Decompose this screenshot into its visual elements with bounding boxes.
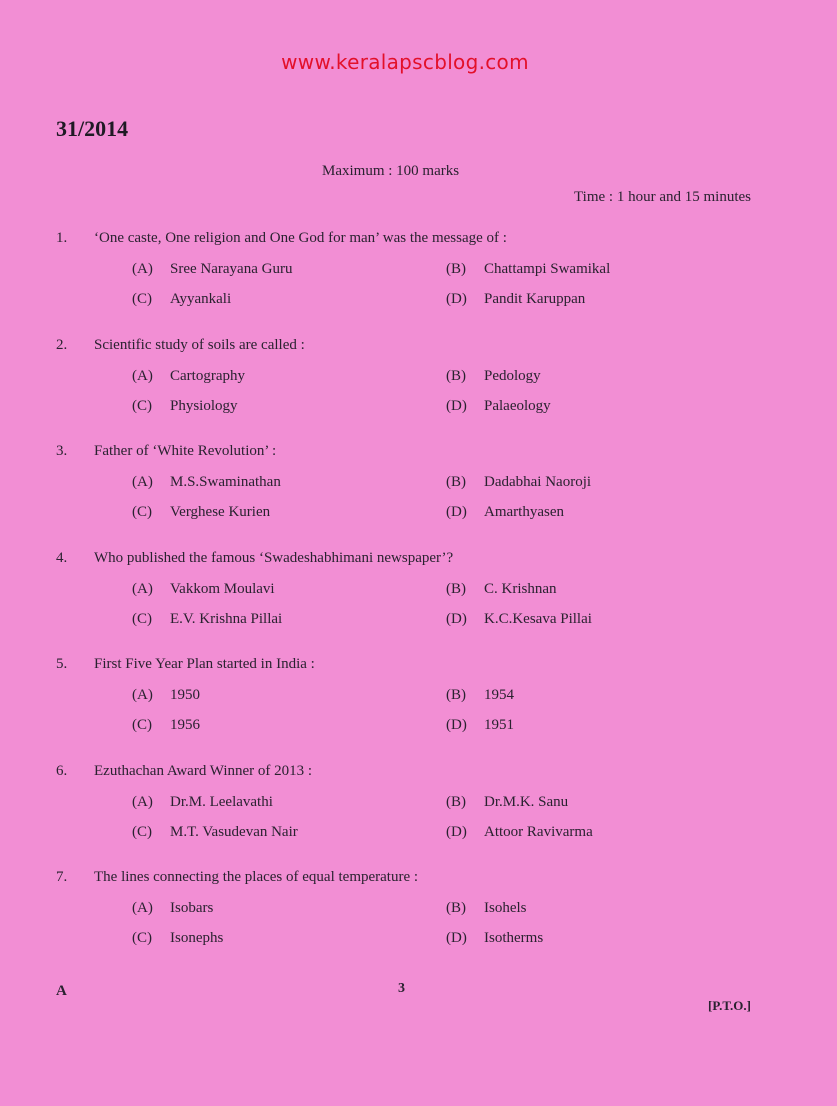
question-text: The lines connecting the places of equal temperature :: [94, 869, 419, 885]
option-text: Isonephs: [170, 930, 224, 946]
maximum-marks: Maximum : 100 marks: [322, 163, 460, 179]
page-number: 3: [398, 981, 405, 996]
option-text: 1956: [170, 717, 200, 733]
question-stem: [0, 337, 800, 359]
option-letter: (A): [132, 793, 153, 810]
option-letter: (A): [132, 261, 153, 277]
answer-option: [446, 504, 564, 521]
option-letter: (A): [132, 474, 153, 490]
option-letter: (C): [132, 291, 152, 307]
option-letter: (B): [446, 261, 466, 277]
answer-option: [446, 291, 585, 308]
option-text: Chattampi Swamikal: [484, 261, 611, 277]
website-watermark: www.keralapscblog.com: [281, 50, 529, 74]
question-stem: [0, 869, 800, 891]
option-text: Isotherms: [484, 930, 544, 946]
option-text: Physiology: [170, 397, 238, 414]
answer-option: [132, 581, 275, 598]
time-allowed: Time : 1 hour and 15 minutes: [574, 189, 751, 205]
option-letter: (B): [446, 474, 466, 490]
question-item: [0, 337, 837, 444]
option-text: C. Krishnan: [484, 580, 557, 597]
question-number: 1.: [56, 230, 68, 246]
answer-option: [132, 930, 223, 947]
option-letter: (D): [446, 823, 467, 840]
question-number: 7.: [56, 869, 68, 885]
option-letter: (C): [132, 930, 152, 946]
option-letter: (C): [132, 504, 152, 520]
option-text: E.V. Krishna Pillai: [170, 610, 283, 627]
option-letter: (D): [446, 504, 467, 520]
question-list: [0, 230, 837, 976]
option-letter: (B): [446, 687, 466, 703]
answer-option: [132, 900, 213, 917]
answer-option: [446, 687, 514, 704]
option-text: Cartography: [170, 367, 245, 384]
answer-option: [132, 261, 292, 278]
option-text: Pedology: [484, 367, 541, 384]
question-number: 3.: [56, 443, 68, 459]
answer-option: [132, 368, 245, 385]
option-text: Verghese Kurien: [170, 504, 271, 520]
answer-option: [132, 717, 200, 734]
answer-option: [132, 398, 238, 415]
paper-code: 31/2014: [56, 116, 129, 141]
option-letter: (A): [132, 687, 153, 703]
option-text: K.C.Kesava Pillai: [484, 610, 592, 627]
answer-option: [446, 717, 514, 734]
answer-option: [132, 291, 231, 308]
answer-option: [132, 504, 270, 521]
option-text: Dadabhai Naoroji: [484, 474, 592, 490]
series-code: A: [56, 983, 67, 999]
question-number: 5.: [56, 656, 68, 672]
question-item: [0, 763, 837, 870]
question-text: Scientific study of soils are called :: [94, 336, 305, 353]
option-letter: (D): [446, 397, 467, 414]
question-item: [0, 230, 837, 337]
answer-option: [446, 930, 543, 947]
option-letter: (B): [446, 580, 466, 597]
question-item: [0, 550, 837, 657]
option-letter: (C): [132, 397, 152, 414]
option-text: Pandit Karuppan: [484, 291, 586, 307]
question-item: [0, 656, 837, 763]
answer-option: [446, 900, 527, 917]
option-letter: (A): [132, 367, 153, 384]
option-text: Isohels: [484, 900, 527, 916]
option-text: Dr.M.K. Sanu: [484, 793, 569, 810]
answer-option: [446, 611, 592, 628]
question-text: Ezuthachan Award Winner of 2013 :: [94, 762, 313, 779]
option-letter: (B): [446, 367, 466, 384]
question-text: Father of ‘White Revolution’ :: [94, 443, 277, 459]
option-letter: (C): [132, 823, 152, 840]
question-item: [0, 869, 837, 976]
option-letter: (B): [446, 900, 466, 916]
option-text: 1950: [170, 687, 200, 703]
option-letter: (D): [446, 291, 467, 307]
answer-option: [446, 474, 591, 491]
option-text: Amarthyasen: [484, 504, 564, 520]
answer-option: [132, 824, 298, 841]
option-letter: (D): [446, 930, 467, 946]
question-number: 6.: [56, 762, 68, 779]
answer-option: [446, 794, 568, 811]
option-letter: (C): [132, 717, 152, 733]
option-text: M.T. Vasudevan Nair: [170, 823, 298, 840]
question-stem: [0, 763, 800, 785]
question-stem: [0, 550, 800, 572]
answer-option: [446, 368, 541, 385]
question-text: First Five Year Plan started in India :: [94, 656, 315, 672]
option-text: Sree Narayana Guru: [170, 261, 293, 277]
option-text: 1954: [484, 687, 514, 703]
answer-option: [132, 687, 200, 704]
question-text: Who published the famous ‘Swadeshabhimani newspaper’?: [94, 549, 454, 566]
option-letter: (A): [132, 580, 153, 597]
option-text: Dr.M. Leelavathi: [170, 793, 273, 810]
answer-option: [446, 581, 557, 598]
question-number: 4.: [56, 549, 68, 566]
option-letter: (B): [446, 793, 466, 810]
question-stem: [0, 230, 800, 252]
option-text: Isobars: [170, 900, 214, 916]
option-text: 1951: [484, 717, 514, 733]
question-number: 2.: [56, 336, 68, 353]
option-text: Vakkom Moulavi: [170, 580, 275, 597]
question-text: ‘One caste, One religion and One God for man’ was the message of :: [94, 230, 507, 246]
option-letter: (D): [446, 717, 467, 733]
option-text: Attoor Ravivarma: [484, 823, 593, 840]
answer-option: [132, 794, 273, 811]
answer-option: [446, 261, 610, 278]
answer-option: [446, 824, 593, 841]
please-turn-over: [P.T.O.]: [708, 998, 751, 1013]
answer-option: [446, 398, 551, 415]
option-letter: (C): [132, 610, 152, 627]
question-item: [0, 443, 837, 550]
answer-option: [132, 611, 282, 628]
question-stem: [0, 656, 800, 678]
question-stem: [0, 443, 800, 465]
option-text: Ayyankali: [170, 291, 232, 307]
option-letter: (D): [446, 610, 467, 627]
option-text: Palaeology: [484, 397, 551, 414]
answer-option: [132, 474, 281, 491]
option-text: M.S.Swaminathan: [170, 474, 281, 490]
option-letter: (A): [132, 900, 153, 916]
